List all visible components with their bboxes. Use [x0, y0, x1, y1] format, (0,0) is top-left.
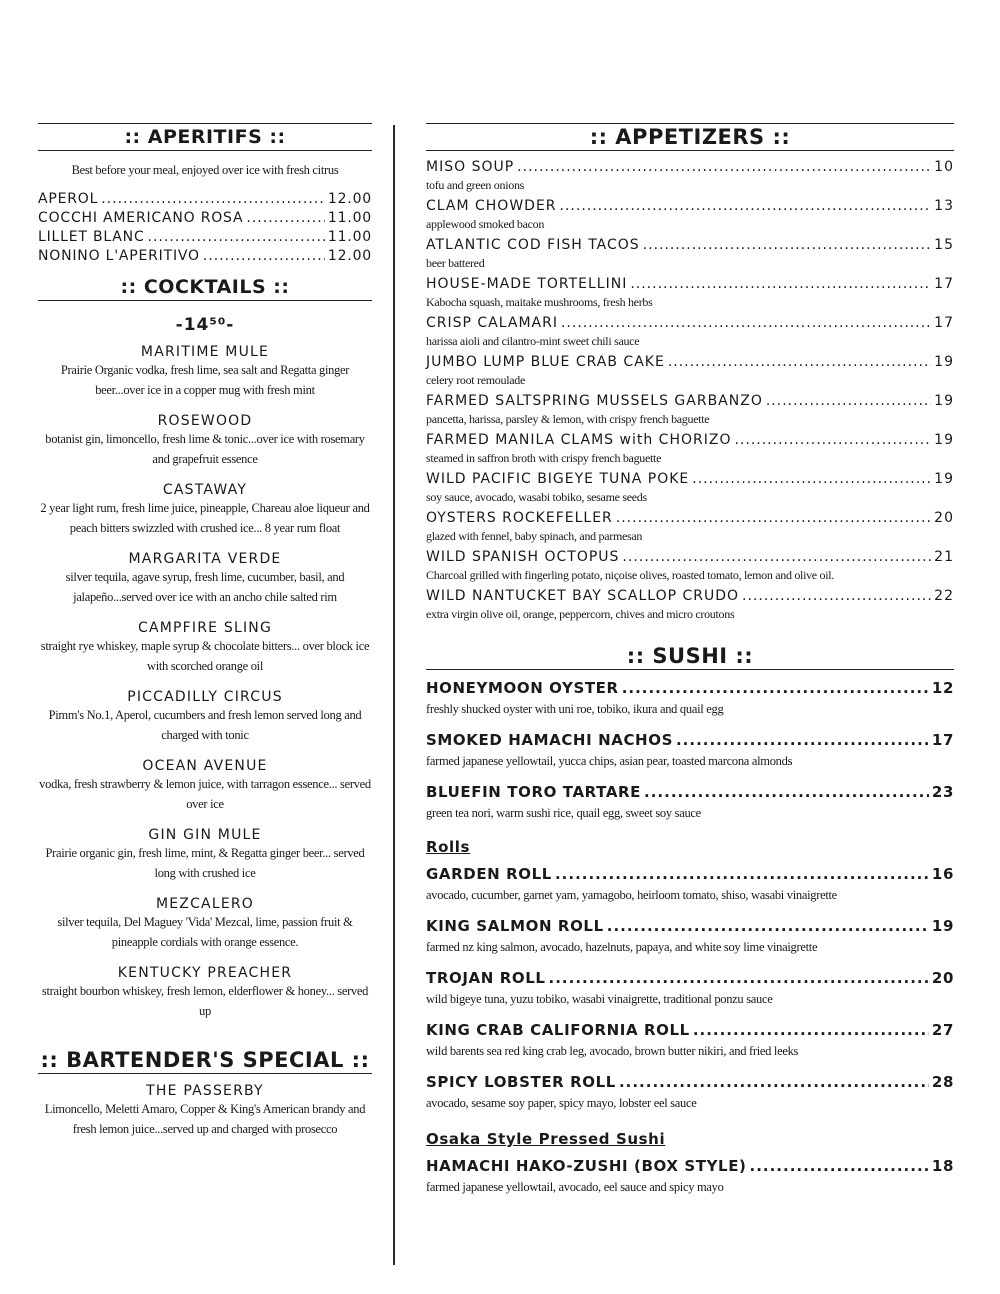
leader-dots: [622, 548, 931, 567]
roll-price: 16: [931, 865, 954, 883]
cocktail-item: [38, 481, 372, 538]
leader-dots: [734, 431, 931, 450]
rolls-heading: Rolls: [426, 838, 471, 856]
osaka-name: HAMACHI HAKO-ZUSHI (BOX STYLE): [426, 1157, 747, 1175]
roll-name: SPICY LOBSTER ROLL: [426, 1073, 616, 1091]
sushi-name: BLUEFIN TORO TARTARE: [426, 783, 642, 801]
appetizer-name: OYSTERS ROCKEFELLER: [426, 510, 613, 526]
appetizer-item: [426, 353, 954, 389]
sushi-list: [426, 678, 954, 822]
appetizer-name: WILD PACIFIC BIGEYE TUNA POKE: [426, 471, 690, 487]
appetizer-item: [426, 314, 954, 350]
sushi-desc: farmed japanese yellowtail, yucca chips, asian pear, toasted marcona almonds: [426, 754, 793, 768]
aperitifs-intro: Best before your meal, enjoyed over ice with fresh citrus: [71, 163, 339, 177]
roll-name: GARDEN ROLL: [426, 865, 552, 883]
leader-dots: [203, 247, 325, 266]
rolls-list: [426, 864, 954, 1112]
cocktail-name: MARITIME MULE: [140, 344, 270, 360]
sushi-price: 17: [931, 731, 954, 749]
aperitif-item: [38, 209, 372, 228]
appetizer-price: 17: [934, 276, 954, 292]
roll-desc: wild bigeye tuna, yuzu tobiko, wasabi vinaigrette, traditional ponzu sauce: [426, 992, 773, 1006]
leader-dots: [561, 314, 931, 333]
roll-desc: avocado, sesame soy paper, spicy mayo, lobster eel sauce: [426, 1096, 697, 1110]
appetizers-list: [426, 158, 954, 623]
sushi-item: [426, 730, 954, 770]
cocktail-desc: Prairie Organic vodka, fresh lime, sea salt and Regatta ginger beer...over ice in a copper mug with fresh mint: [60, 363, 350, 397]
cocktail-name: GIN GIN MULE: [148, 827, 262, 843]
appetizer-desc: Kabocha squash, maitake mushrooms, fresh herbs: [426, 295, 653, 309]
leader-dots: [549, 968, 929, 988]
appetizer-name: WILD NANTUCKET BAY SCALLOP CRUDO: [426, 588, 740, 604]
bartender-special-desc: Limoncello, Meletti Amaro, Copper & King's American brandy and fresh lemon juice...served up and charged with prosecco: [44, 1102, 366, 1136]
cocktail-desc: vodka, fresh strawberry & lemon juice, with tarragon essence... served over ice: [39, 777, 371, 811]
appetizer-name: FARMED SALTSPRING MUSSELS GARBANZO: [426, 393, 763, 409]
appetizer-desc: extra virgin olive oil, orange, peppercorn, chives and micro croutons: [426, 607, 735, 621]
cocktail-item: [38, 757, 372, 814]
leader-dots: [750, 1156, 929, 1176]
roll-desc: farmed nz king salmon, avocado, hazelnuts, papaya, and white soy lime vinaigrette: [426, 940, 818, 954]
roll-name: TROJAN ROLL: [426, 969, 546, 987]
appetizer-name: ATLANTIC COD FISH TACOS: [426, 237, 640, 253]
cocktails-price: -14⁵⁰-: [175, 315, 235, 335]
aperitifs-list: [38, 190, 372, 266]
appetizer-desc: pancetta, harissa, parsley & lemon, with crispy french baguette: [426, 412, 710, 426]
leader-dots: [101, 190, 325, 209]
appetizers-heading: :: APPETIZERS ::: [426, 123, 954, 151]
appetizer-name: FARMED MANILA CLAMS with CHORIZO: [426, 432, 732, 448]
cocktail-item: [38, 964, 372, 1021]
appetizer-name: CRISP CALAMARI: [426, 315, 558, 331]
appetizer-price: 17: [934, 315, 954, 331]
leader-dots: [644, 782, 929, 802]
osaka-heading: Osaka Style Pressed Sushi: [426, 1130, 666, 1148]
sushi-heading: :: SUSHI ::: [426, 643, 954, 670]
appetizer-desc: harissa aioli and cilantro-mint sweet chili sauce: [426, 334, 640, 348]
sushi-price: 23: [931, 783, 954, 801]
cocktail-item: [38, 895, 372, 952]
aperitif-name: NONINO L'APERITIVO: [38, 248, 200, 264]
appetizer-desc: Charcoal grilled with fingerling potato, niçoise olives, roasted tomato, lemon and olive oil.: [426, 568, 835, 582]
roll-item: [426, 968, 954, 1008]
sushi-desc: green tea nori, warm sushi rice, quail egg, sweet soy sauce: [426, 806, 701, 820]
appetizer-item: [426, 470, 954, 506]
appetizer-price: 19: [934, 354, 954, 370]
appetizer-item: [426, 587, 954, 623]
appetizer-desc: applewood smoked bacon: [426, 217, 545, 231]
aperitif-price: 12.00: [327, 248, 372, 264]
cocktail-item: [38, 412, 372, 469]
aperitif-price: 11.00: [327, 229, 372, 245]
appetizer-item: [426, 509, 954, 545]
appetizer-desc: glazed with fennel, baby spinach, and parmesan: [426, 529, 643, 543]
osaka-price: 18: [931, 1157, 954, 1175]
appetizer-price: 10: [934, 159, 954, 175]
leader-dots: [766, 392, 931, 411]
cocktail-name: MARGARITA VERDE: [128, 551, 282, 567]
leader-dots: [676, 730, 929, 750]
aperitif-name: LILLET BLANC: [38, 229, 145, 245]
sushi-price: 12: [931, 679, 954, 697]
aperitif-price: 12.00: [327, 191, 372, 207]
appetizer-price: 19: [934, 393, 954, 409]
leader-dots: [555, 864, 929, 884]
roll-price: 28: [931, 1073, 954, 1091]
cocktail-item: [38, 550, 372, 607]
aperitif-item: [38, 228, 372, 247]
leader-dots: [517, 158, 931, 177]
appetizer-item: [426, 431, 954, 467]
leader-dots: [607, 916, 929, 936]
column-divider: [393, 125, 395, 1265]
cocktail-desc: silver tequila, Del Maguey 'Vida' Mezcal, lime, passion fruit & pineapple cordials with orange essence.: [57, 915, 353, 949]
appetizer-name: MISO SOUP: [426, 159, 515, 175]
appetizer-desc: celery root remoulade: [426, 373, 525, 387]
cocktail-desc: straight bourbon whiskey, fresh lemon, elderflower & honey... served up: [41, 984, 369, 1018]
roll-price: 20: [931, 969, 954, 987]
cocktails-heading: :: COCKTAILS ::: [38, 274, 372, 301]
leader-dots: [246, 209, 325, 228]
roll-item: [426, 916, 954, 956]
aperitifs-heading: :: APERITIFS ::: [38, 123, 372, 151]
cocktail-name: PICCADILLY CIRCUS: [127, 689, 283, 705]
aperitif-price: 11.00: [327, 210, 372, 226]
cocktails-list: [38, 343, 372, 1021]
leader-dots: [616, 509, 931, 528]
appetizer-item: [426, 158, 954, 194]
leader-dots: [643, 236, 932, 255]
cocktail-name: MEZCALERO: [155, 896, 255, 912]
leader-dots: [619, 1072, 929, 1092]
aperitif-item: [38, 247, 372, 266]
roll-name: KING SALMON ROLL: [426, 917, 604, 935]
appetizer-price: 13: [934, 198, 954, 214]
cocktail-item: [38, 343, 372, 400]
cocktail-name: OCEAN AVENUE: [142, 758, 268, 774]
appetizer-desc: steamed in saffron broth with crispy french baguette: [426, 451, 662, 465]
osaka-desc: farmed japanese yellowtail, avocado, eel sauce and spicy mayo: [426, 1180, 724, 1194]
appetizer-desc: tofu and green onions: [426, 178, 525, 192]
cocktail-item: [38, 688, 372, 745]
appetizer-price: 21: [934, 549, 954, 565]
food-column: [426, 123, 954, 1208]
appetizer-desc: soy sauce, avocado, wasabi tobiko, sesame seeds: [426, 490, 647, 504]
appetizer-name: JUMBO LUMP BLUE CRAB CAKE: [426, 354, 665, 370]
leader-dots: [622, 678, 929, 698]
cocktail-desc: Pimm's No.1, Aperol, cucumbers and fresh lemon served long and charged with tonic: [48, 708, 362, 742]
cocktail-name: CASTAWAY: [162, 482, 248, 498]
cocktail-item: [38, 619, 372, 676]
roll-desc: wild barents sea red king crab leg, avocado, brown butter nikiri, and fried leeks: [426, 1044, 799, 1058]
aperitif-name: COCCHI AMERICANO ROSA: [38, 210, 244, 226]
roll-desc: avocado, cucumber, garnet yam, yamagobo, heirloom tomato, shiso, wasabi vinaigrette: [426, 888, 837, 902]
cocktail-desc: 2 year light rum, fresh lime juice, pineapple, Chareau aloe liqueur and peach bitters swizzled with crushed ice... 8 year rum float: [40, 501, 370, 535]
roll-price: 19: [931, 917, 954, 935]
appetizer-price: 15: [934, 237, 954, 253]
leader-dots: [560, 197, 932, 216]
leader-dots: [148, 228, 325, 247]
sushi-name: SMOKED HAMACHI NACHOS: [426, 731, 673, 749]
cocktail-item: [38, 826, 372, 883]
appetizer-item: [426, 275, 954, 311]
appetizer-item: [426, 548, 954, 584]
leader-dots: [693, 1020, 929, 1040]
leader-dots: [742, 587, 931, 606]
roll-name: KING CRAB CALIFORNIA ROLL: [426, 1021, 690, 1039]
appetizer-name: HOUSE-MADE TORTELLINI: [426, 276, 628, 292]
appetizer-name: WILD SPANISH OCTOPUS: [426, 549, 620, 565]
osaka-list: [426, 1156, 954, 1196]
aperitif-item: [38, 190, 372, 209]
sushi-item: [426, 782, 954, 822]
roll-item: [426, 1072, 954, 1112]
appetizer-price: 20: [934, 510, 954, 526]
cocktail-desc: botanist gin, limoncello, fresh lime & tonic...over ice with rosemary and grapefruit essence: [45, 432, 365, 466]
appetizer-price: 19: [934, 471, 954, 487]
bartender-special-heading: :: BARTENDER'S SPECIAL ::: [38, 1047, 372, 1074]
roll-item: [426, 864, 954, 904]
sushi-desc: freshly shucked oyster with uni roe, tobiko, ikura and quail egg: [426, 702, 724, 716]
cocktail-desc: straight rye whiskey, maple syrup & chocolate bitters... over block ice with scorched orange oil: [40, 639, 370, 673]
osaka-item: [426, 1156, 954, 1196]
leader-dots: [668, 353, 931, 372]
roll-item: [426, 1020, 954, 1060]
roll-price: 27: [931, 1021, 954, 1039]
appetizer-item: [426, 197, 954, 233]
cocktail-desc: silver tequila, agave syrup, fresh lime, cucumber, basil, and jalapeño...served over ice with an ancho chile salted rim: [65, 570, 345, 604]
cocktail-name: CAMPFIRE SLING: [137, 620, 273, 636]
drinks-column: [38, 123, 372, 1139]
bartender-special-name: THE PASSERBY: [146, 1083, 264, 1099]
leader-dots: [692, 470, 931, 489]
sushi-name: HONEYMOON OYSTER: [426, 679, 619, 697]
appetizer-price: 22: [934, 588, 954, 604]
appetizer-desc: beer battered: [426, 256, 485, 270]
appetizer-item: [426, 236, 954, 272]
aperitif-name: APEROL: [38, 191, 99, 207]
appetizer-name: CLAM CHOWDER: [426, 198, 557, 214]
appetizer-price: 19: [934, 432, 954, 448]
cocktail-name: ROSEWOOD: [157, 413, 253, 429]
cocktail-desc: Prairie organic gin, fresh lime, mint, & Regatta ginger beer... served long with crushed ice: [45, 846, 365, 880]
leader-dots: [630, 275, 931, 294]
sushi-item: [426, 678, 954, 718]
appetizer-item: [426, 392, 954, 428]
cocktail-name: KENTUCKY PREACHER: [117, 965, 293, 981]
